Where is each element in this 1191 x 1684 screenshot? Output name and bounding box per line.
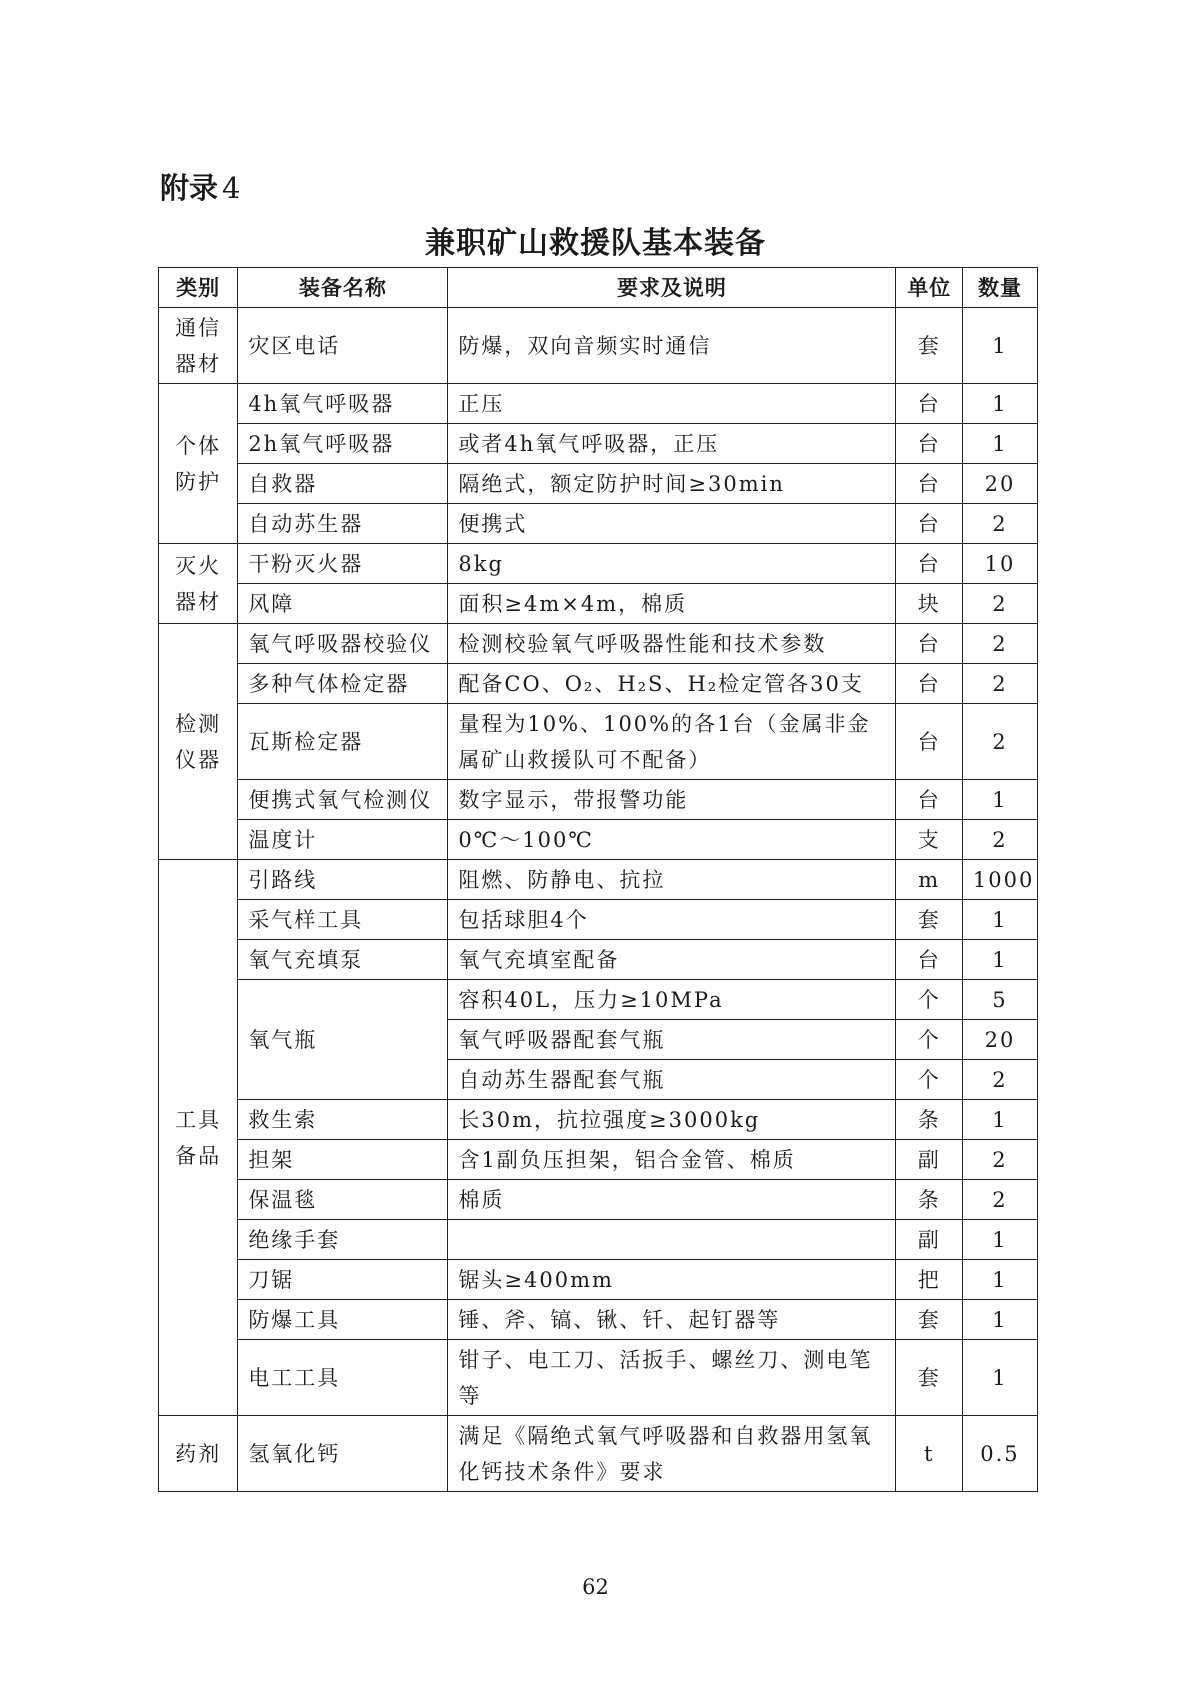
quantity-cell: 1 [962, 1220, 1037, 1260]
table-row [159, 1260, 1038, 1300]
equipment-name-cell: 担架 [238, 1140, 448, 1180]
category-label-line: 个体 [175, 433, 222, 458]
category-label-line: 工具 [175, 1107, 222, 1132]
equipment-name-cell: 氧气瓶 [238, 980, 448, 1100]
quantity-cell: 2 [962, 1140, 1037, 1180]
equipment-name-cell: 电工工具 [238, 1340, 448, 1416]
category-cell [159, 860, 238, 1416]
equipment-name-cell: 氧气充填泵 [238, 940, 448, 980]
table-row [159, 1220, 1038, 1260]
quantity-cell: 5 [962, 980, 1037, 1020]
unit-cell: 套 [896, 900, 962, 940]
category-cell [159, 308, 238, 384]
unit-cell: 副 [896, 1220, 962, 1260]
unit-cell: 台 [896, 384, 962, 424]
unit-cell: 套 [896, 308, 962, 384]
quantity-cell: 10 [962, 544, 1037, 584]
requirement-cell: 棉质 [448, 1180, 896, 1220]
unit-cell: 台 [896, 504, 962, 544]
requirement-cell: 长30m，抗拉强度≥3000kg [448, 1100, 896, 1140]
table-row [159, 464, 1038, 504]
unit-cell: m [896, 860, 962, 900]
unit-cell: 台 [896, 424, 962, 464]
quantity-cell: 1 [962, 780, 1037, 820]
requirement-cell: 数字显示，带报警功能 [448, 780, 896, 820]
quantity-cell: 1 [962, 900, 1037, 940]
quantity-cell: 1 [962, 1100, 1037, 1140]
equipment-name-cell: 救生索 [238, 1100, 448, 1140]
table-row [159, 584, 1038, 624]
requirement-cell: 量程为10%、100%的各1台（金属非金属矿山救援队可不配备） [448, 704, 896, 780]
requirement-cell: 容积40L，压力≥10MPa [448, 980, 896, 1020]
quantity-cell: 1 [962, 940, 1037, 980]
equipment-name-cell: 便携式氧气检测仪 [238, 780, 448, 820]
table-row [159, 1180, 1038, 1220]
quantity-cell: 2 [962, 624, 1037, 664]
appendix-label: 附录 [160, 171, 219, 205]
equipment-name-cell: 引路线 [238, 860, 448, 900]
requirement-cell: 自动苏生器配套气瓶 [448, 1060, 896, 1100]
category-label-line: 通信 [175, 315, 222, 340]
equipment-name-cell: 自动苏生器 [238, 504, 448, 544]
quantity-cell: 2 [962, 1180, 1037, 1220]
quantity-cell: 2 [962, 704, 1037, 780]
quantity-cell: 1 [962, 424, 1037, 464]
requirement-cell: 锯头≥400mm [448, 1260, 896, 1300]
requirement-cell: 满足《隔绝式氧气呼吸器和自救器用氢氧化钙技术条件》要求 [448, 1416, 896, 1492]
equipment-name-cell: 保温毯 [238, 1180, 448, 1220]
quantity-cell: 2 [962, 1060, 1037, 1100]
category-label-line: 器材 [175, 589, 222, 614]
unit-cell: 条 [896, 1180, 962, 1220]
category-cell [159, 1416, 238, 1492]
quantity-cell: 1000 [962, 860, 1037, 900]
unit-cell: 台 [896, 704, 962, 780]
unit-cell: 套 [896, 1300, 962, 1340]
requirement-cell: 氧气呼吸器配套气瓶 [448, 1020, 896, 1060]
table-row [159, 504, 1038, 544]
requirement-cell: 隔绝式，额定防护时间≥30min [448, 464, 896, 504]
table-row [159, 1416, 1038, 1492]
header-quantity: 数量 [962, 268, 1037, 308]
equipment-name-cell: 温度计 [238, 820, 448, 860]
requirement-cell: 检测校验氧气呼吸器性能和技术参数 [448, 624, 896, 664]
document-title: 兼职矿山救援队基本装备 [425, 226, 766, 261]
header-equipment-name: 装备名称 [238, 268, 448, 308]
table-row [159, 780, 1038, 820]
equipment-name-cell: 4h氧气呼吸器 [238, 384, 448, 424]
requirement-cell: 面积≥4m×4m，棉质 [448, 584, 896, 624]
category-label-line: 仪器 [175, 747, 222, 772]
requirement-cell: 包括球胆4个 [448, 900, 896, 940]
unit-cell: 套 [896, 1340, 962, 1416]
table-row [159, 384, 1038, 424]
equipment-name-cell: 防爆工具 [238, 1300, 448, 1340]
table-row [159, 1140, 1038, 1180]
equipment-name-cell: 多种气体检定器 [238, 664, 448, 704]
table-row [159, 544, 1038, 584]
requirement-cell: 8kg [448, 544, 896, 584]
quantity-cell: 20 [962, 464, 1037, 504]
table-row [159, 704, 1038, 780]
header-requirements: 要求及说明 [448, 268, 896, 308]
table-row [159, 1340, 1038, 1416]
equipment-name-cell: 自救器 [238, 464, 448, 504]
unit-cell: 把 [896, 1260, 962, 1300]
equipment-name-cell: 绝缘手套 [238, 1220, 448, 1260]
category-label-line: 检测 [175, 711, 222, 736]
table-row [159, 980, 1038, 1020]
quantity-cell: 2 [962, 664, 1037, 704]
quantity-cell: 1 [962, 1260, 1037, 1300]
category-label-line: 备品 [175, 1143, 222, 1168]
unit-cell: t [896, 1416, 962, 1492]
requirement-cell: 钳子、电工刀、活扳手、螺丝刀、测电笔等 [448, 1340, 896, 1416]
unit-cell: 台 [896, 464, 962, 504]
category-label-line: 防护 [175, 469, 222, 494]
unit-cell: 副 [896, 1140, 962, 1180]
requirement-cell [448, 1220, 896, 1260]
quantity-cell: 0.5 [962, 1416, 1037, 1492]
quantity-cell: 1 [962, 1340, 1037, 1416]
page-number: 62 [582, 1575, 609, 1599]
table-row [159, 1100, 1038, 1140]
table-row [159, 820, 1038, 860]
table-row [159, 624, 1038, 664]
requirement-cell: 0℃～100℃ [448, 820, 896, 860]
equipment-name-cell: 采气样工具 [238, 900, 448, 940]
equipment-name-cell: 氢氧化钙 [238, 1416, 448, 1492]
requirement-cell: 阻燃、防静电、抗拉 [448, 860, 896, 900]
requirement-cell: 防爆，双向音频实时通信 [448, 308, 896, 384]
requirement-cell: 含1副负压担架，铝合金管、棉质 [448, 1140, 896, 1180]
unit-cell: 个 [896, 1020, 962, 1060]
unit-cell: 支 [896, 820, 962, 860]
table-header-row [159, 268, 1038, 308]
category-cell [159, 544, 238, 624]
category-label-line: 灭火 [175, 553, 222, 578]
unit-cell: 台 [896, 940, 962, 980]
requirement-cell: 便携式 [448, 504, 896, 544]
unit-cell: 个 [896, 980, 962, 1020]
quantity-cell: 2 [962, 584, 1037, 624]
equipment-name-cell: 灾区电话 [238, 308, 448, 384]
table-body [159, 308, 1038, 1492]
category-cell [159, 624, 238, 860]
requirement-cell: 正压 [448, 384, 896, 424]
quantity-cell: 20 [962, 1020, 1037, 1060]
equipment-name-cell: 风障 [238, 584, 448, 624]
unit-cell: 台 [896, 544, 962, 584]
requirement-cell: 锤、斧、镐、锹、钎、起钉器等 [448, 1300, 896, 1340]
table-row [159, 940, 1038, 980]
quantity-cell: 2 [962, 820, 1037, 860]
appendix-heading [160, 168, 240, 208]
unit-cell: 条 [896, 1100, 962, 1140]
category-label-line: 器材 [175, 351, 222, 376]
table-row [159, 308, 1038, 384]
unit-cell: 块 [896, 584, 962, 624]
header-category: 类别 [159, 268, 238, 308]
category-label-line: 药剂 [175, 1441, 222, 1466]
unit-cell: 个 [896, 1060, 962, 1100]
header-unit: 单位 [896, 268, 962, 308]
table-row [159, 664, 1038, 704]
equipment-name-cell: 瓦斯检定器 [238, 704, 448, 780]
table-row [159, 860, 1038, 900]
table-row [159, 900, 1038, 940]
table-row [159, 1300, 1038, 1340]
requirement-cell: 氧气充填室配备 [448, 940, 896, 980]
equipment-name-cell: 干粉灭火器 [238, 544, 448, 584]
quantity-cell: 1 [962, 1300, 1037, 1340]
requirement-cell: 或者4h氧气呼吸器，正压 [448, 424, 896, 464]
table-row [159, 424, 1038, 464]
equipment-name-cell: 氧气呼吸器校验仪 [238, 624, 448, 664]
requirement-cell: 配备CO、O₂、H₂S、H₂检定管各30支 [448, 664, 896, 704]
quantity-cell: 2 [962, 504, 1037, 544]
equipment-name-cell: 2h氧气呼吸器 [238, 424, 448, 464]
quantity-cell: 1 [962, 384, 1037, 424]
unit-cell: 台 [896, 780, 962, 820]
category-cell [159, 384, 238, 544]
unit-cell: 台 [896, 624, 962, 664]
equipment-table [158, 267, 1038, 1492]
equipment-name-cell: 刀锯 [238, 1260, 448, 1300]
quantity-cell: 1 [962, 308, 1037, 384]
appendix-number: 4 [222, 171, 241, 205]
unit-cell: 台 [896, 664, 962, 704]
